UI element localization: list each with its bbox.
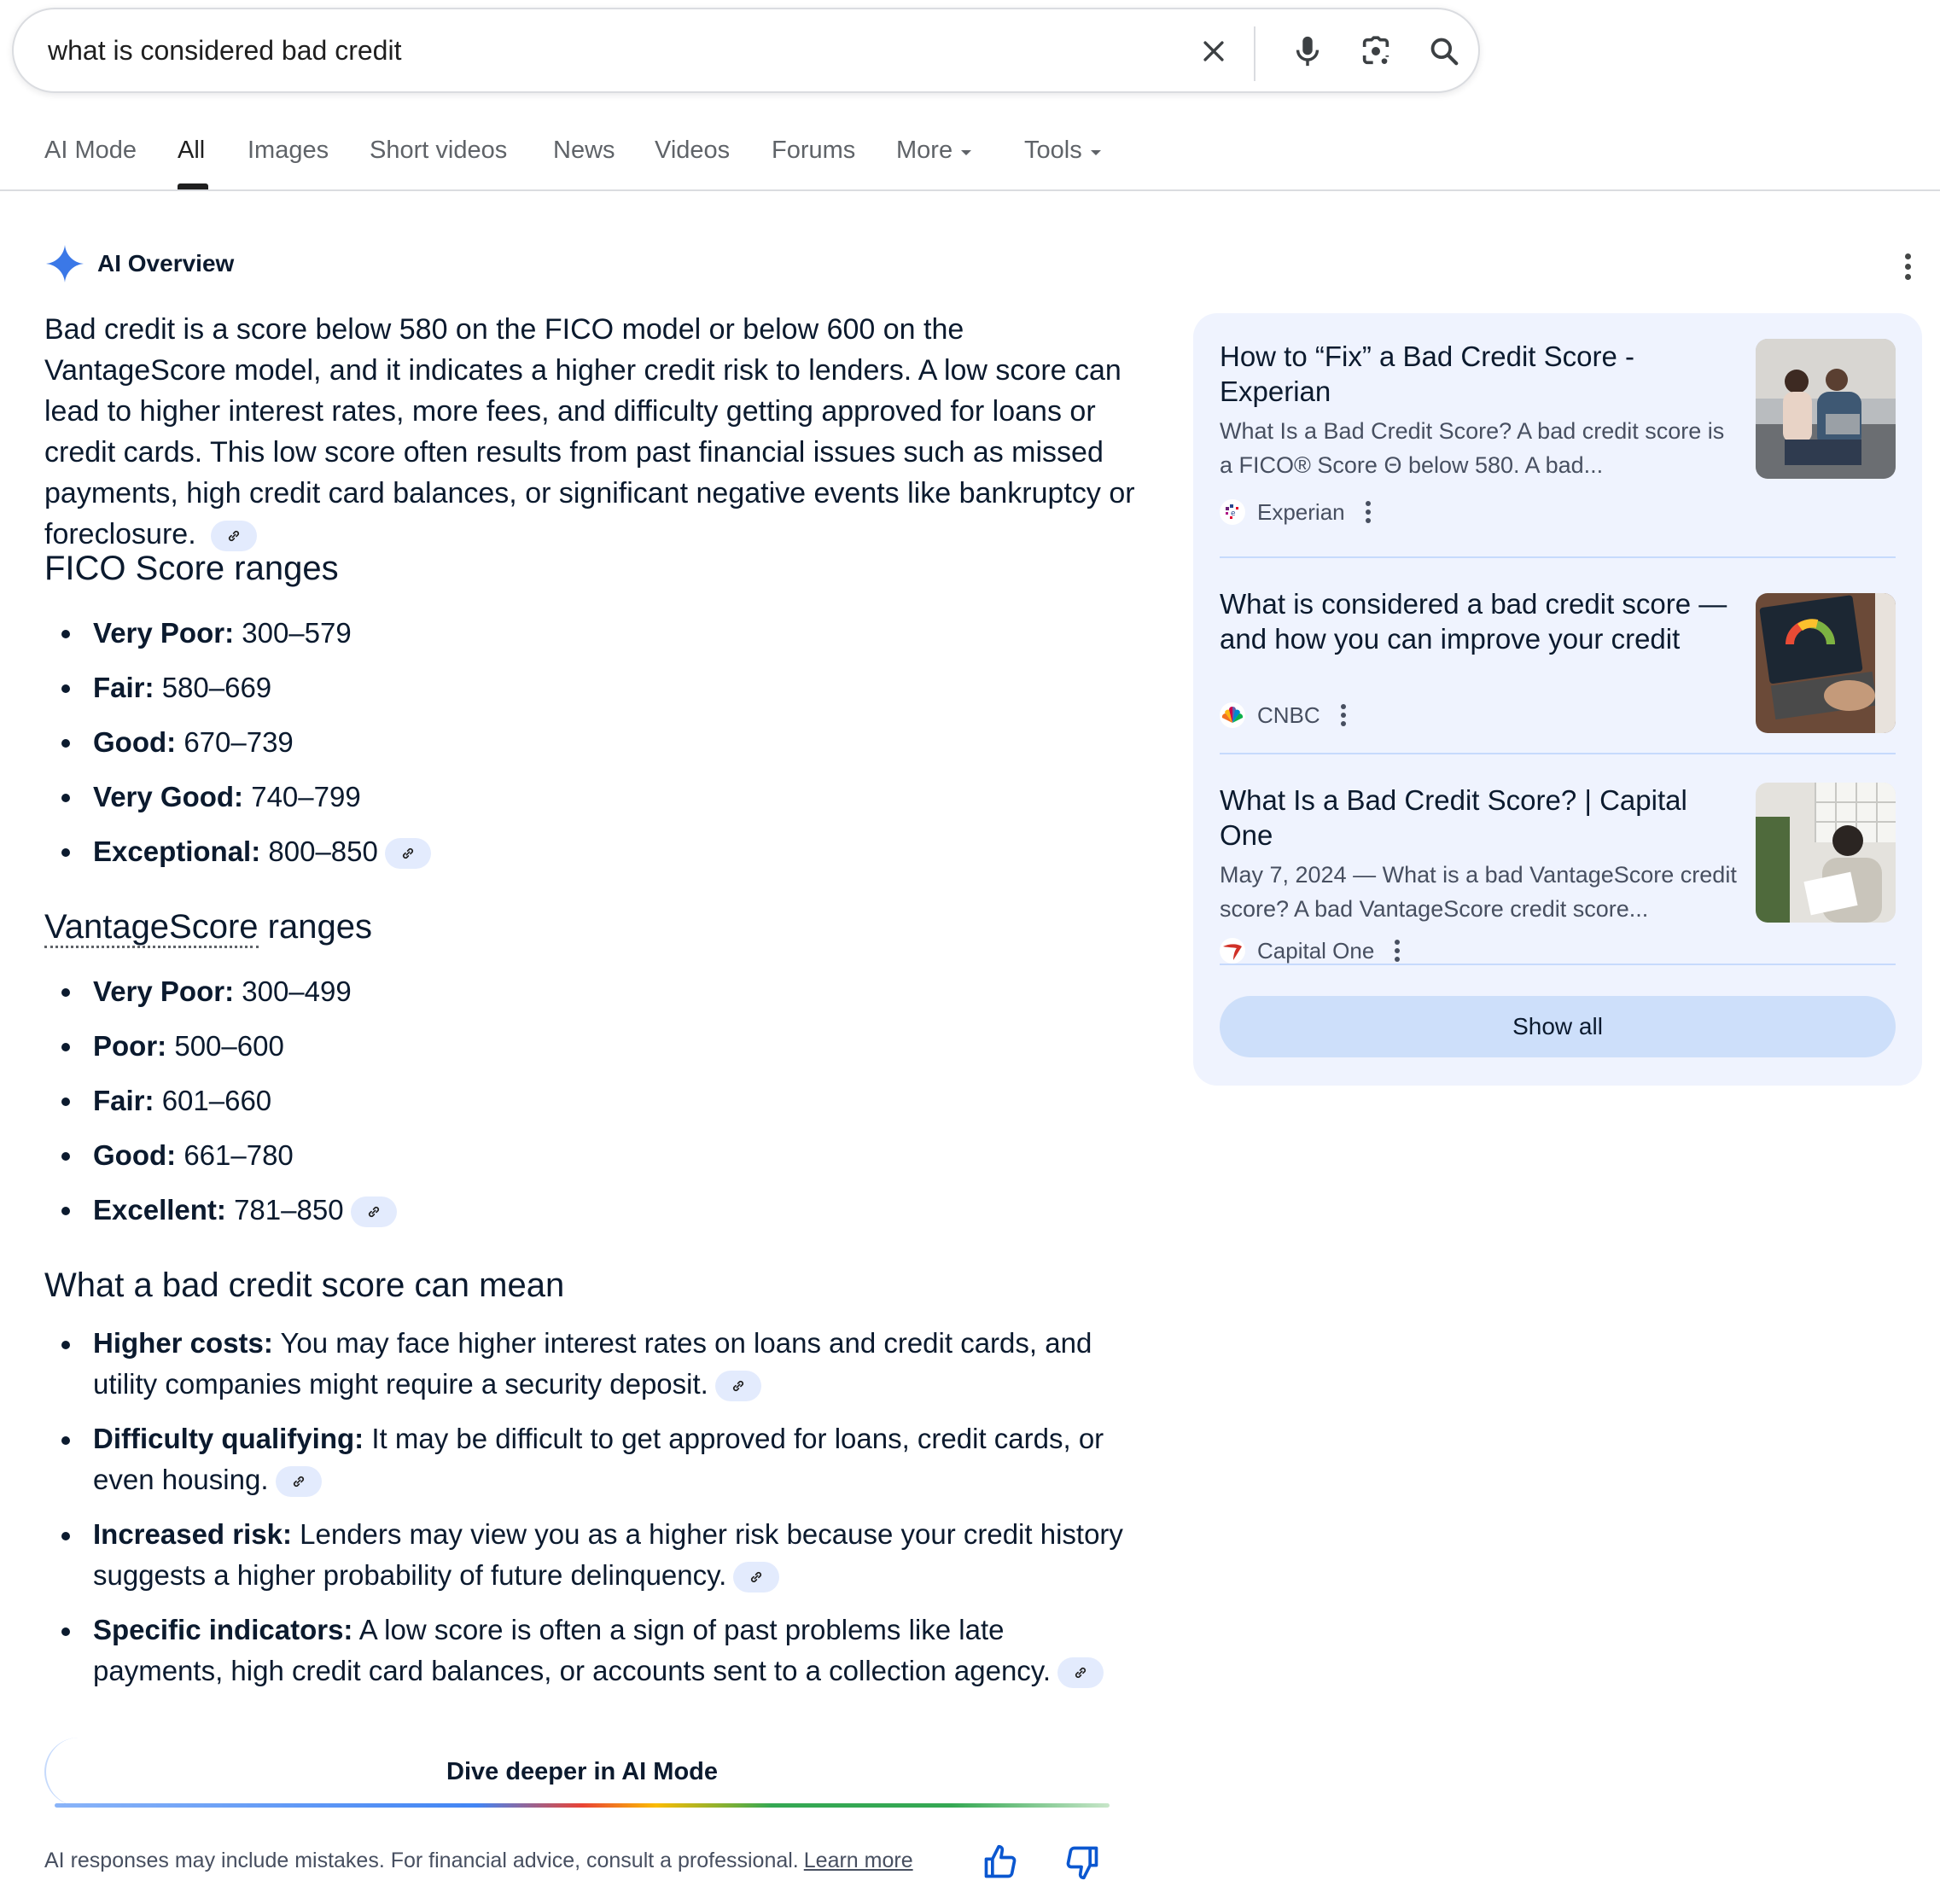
show-all-sources-button[interactable]: Show all <box>1220 996 1896 1057</box>
tab-tools[interactable] <box>1024 137 1101 165</box>
disclaimer-text: AI responses may include mistakes. For financial advice, consult a professional. <box>44 1848 799 1872</box>
chevron-down-icon <box>961 150 971 155</box>
fico-range-list <box>44 606 431 879</box>
gemini-sparkle-icon <box>44 243 85 284</box>
tab-all[interactable] <box>178 137 205 165</box>
tab-label: Forums <box>772 137 856 164</box>
citation-link-icon[interactable] <box>385 838 431 869</box>
source-site-name: Capital One <box>1257 937 1375 964</box>
ai-overview-title: AI Overview <box>97 250 235 277</box>
search-bar <box>12 8 1480 93</box>
source-card-capital-one[interactable] <box>1220 783 1896 964</box>
list-item: Specific indicators: A low score is often a sign of past problems like late payments, high credit card balances, or accounts sent to a collection agency. <box>44 1610 1137 1691</box>
citation-link-icon[interactable] <box>733 1562 779 1592</box>
source-site-name: Experian <box>1257 498 1345 525</box>
clear-icon[interactable] <box>1193 31 1234 72</box>
tab-label: AI Mode <box>44 137 137 164</box>
meaning-list <box>44 1323 1137 1705</box>
vantagescore-term-link[interactable]: VantageScore <box>44 908 259 948</box>
vantage-heading: VantageScore ranges <box>44 908 372 946</box>
source-card-experian[interactable] <box>1220 339 1896 535</box>
microphone-icon[interactable] <box>1287 31 1328 72</box>
svg-text:e: e <box>1231 509 1236 518</box>
source-title[interactable]: What is considered a bad credit score — and how you can improve your credit <box>1220 588 1727 655</box>
tab-label: Images <box>248 137 329 164</box>
thumbs-up-icon[interactable] <box>982 1843 1019 1881</box>
source-divider <box>1220 556 1896 558</box>
tab-forums[interactable] <box>772 137 855 165</box>
source-snippet: What Is a Bad Credit Score? A bad credit score is a FICO® Score Θ below 580. A bad... <box>1220 418 1725 478</box>
source-title[interactable]: What Is a Bad Credit Score? | Capital One <box>1220 784 1687 851</box>
dive-deeper-label: Dive deeper in AI Mode <box>446 1757 718 1785</box>
list-item: Good: 670–739 <box>44 715 431 770</box>
citation-link-icon[interactable] <box>211 521 257 551</box>
capital-one-favicon-icon <box>1220 938 1245 964</box>
list-item: Very Poor: 300–499 <box>44 964 397 1019</box>
ai-overview-footer <box>44 1843 1137 1878</box>
list-item: Poor: 500–600 <box>44 1019 397 1074</box>
list-item: Very Poor: 300–579 <box>44 606 431 661</box>
intro-text: Bad credit is a score below 580 on the FICO model or below 600 on the VantageScore model, and it indicates a higher credit risk to lenders. A low score can lead to higher interest rates, more fees, and difficulty getting approved for loans or credit cards. This low score often results from past financial issues such as missed payments, high credit card balances, or significant negative events like bankruptcy or foreclosure. <box>44 313 1135 550</box>
citation-link-icon[interactable] <box>351 1197 397 1227</box>
overview-intro <box>44 309 1137 555</box>
search-tabs <box>0 128 1940 191</box>
source-snippet: May 7, 2024 — What is a bad VantageScore credit score? A bad VantageScore credit score... <box>1220 862 1737 922</box>
list-item: Difficulty qualifying: It may be difficult to get approved for loans, credit cards, or even housing. <box>44 1418 1137 1500</box>
list-item: Higher costs: You may face higher interest rates on loans and credit cards, and utility companies might require a security deposit. <box>44 1323 1137 1405</box>
source-meta <box>1220 498 1896 527</box>
sources-panel <box>1193 313 1922 1086</box>
tab-label: More <box>896 137 953 164</box>
tab-short-videos[interactable] <box>370 137 507 165</box>
tab-images[interactable] <box>248 137 329 165</box>
lens-camera-icon[interactable] <box>1355 31 1396 72</box>
vantage-range-list <box>44 964 397 1237</box>
tab-label: News <box>553 137 615 164</box>
source-options-icon[interactable] <box>1357 498 1379 527</box>
list-item: Increased risk: Lenders may view you as a higher risk because your credit history suggests a higher probability of future delinquency. <box>44 1514 1137 1596</box>
source-divider <box>1220 964 1896 965</box>
tab-videos[interactable] <box>655 137 730 165</box>
source-card-cnbc[interactable] <box>1220 586 1896 757</box>
search-divider <box>1254 26 1255 81</box>
search-input[interactable] <box>48 9 1157 91</box>
source-divider <box>1220 753 1896 754</box>
meaning-heading: What a bad credit score can mean <box>44 1266 565 1304</box>
learn-more-link[interactable]: Learn more <box>803 1848 913 1872</box>
source-options-icon[interactable] <box>1332 701 1355 730</box>
source-site-name: CNBC <box>1257 702 1320 728</box>
ai-overview-content <box>44 309 1137 1686</box>
thumbs-down-icon[interactable] <box>1063 1843 1101 1881</box>
source-thumbnail-image <box>1756 783 1896 923</box>
active-tab-indicator <box>178 183 208 189</box>
citation-link-icon[interactable] <box>715 1371 761 1401</box>
list-item: Fair: 580–669 <box>44 661 431 715</box>
source-thumbnail-image <box>1756 339 1896 479</box>
list-item: Excellent: 781–850 <box>44 1183 397 1237</box>
source-title[interactable]: How to “Fix” a Bad Credit Score - Experian <box>1220 341 1634 407</box>
more-options-icon[interactable] <box>1895 247 1920 285</box>
ai-overview-header <box>44 243 234 284</box>
tab-more[interactable] <box>896 137 971 165</box>
chevron-down-icon <box>1091 150 1101 155</box>
citation-link-icon[interactable] <box>1057 1657 1104 1688</box>
source-thumbnail-image <box>1756 593 1896 733</box>
dive-deeper-ai-mode-button[interactable] <box>44 1738 1118 1806</box>
list-item: Very Good: 740–799 <box>44 770 431 824</box>
list-item: Fair: 601–660 <box>44 1074 397 1128</box>
tab-label: Short videos <box>370 137 508 164</box>
source-meta <box>1220 936 1896 965</box>
fico-heading: FICO Score ranges <box>44 550 339 587</box>
list-item: Exceptional: 800–850 <box>44 824 431 879</box>
list-item: Good: 661–780 <box>44 1128 397 1183</box>
search-icon[interactable] <box>1424 31 1465 72</box>
tab-news[interactable] <box>553 137 615 165</box>
cnbc-peacock-favicon-icon <box>1220 702 1245 728</box>
experian-favicon-icon <box>1220 499 1245 525</box>
tab-label: All <box>178 137 206 164</box>
tab-label: Tools <box>1024 137 1082 164</box>
tab-ai-mode[interactable] <box>44 137 137 165</box>
source-options-icon[interactable] <box>1386 936 1408 965</box>
tab-label: Videos <box>655 137 731 164</box>
citation-link-icon[interactable] <box>276 1466 322 1497</box>
